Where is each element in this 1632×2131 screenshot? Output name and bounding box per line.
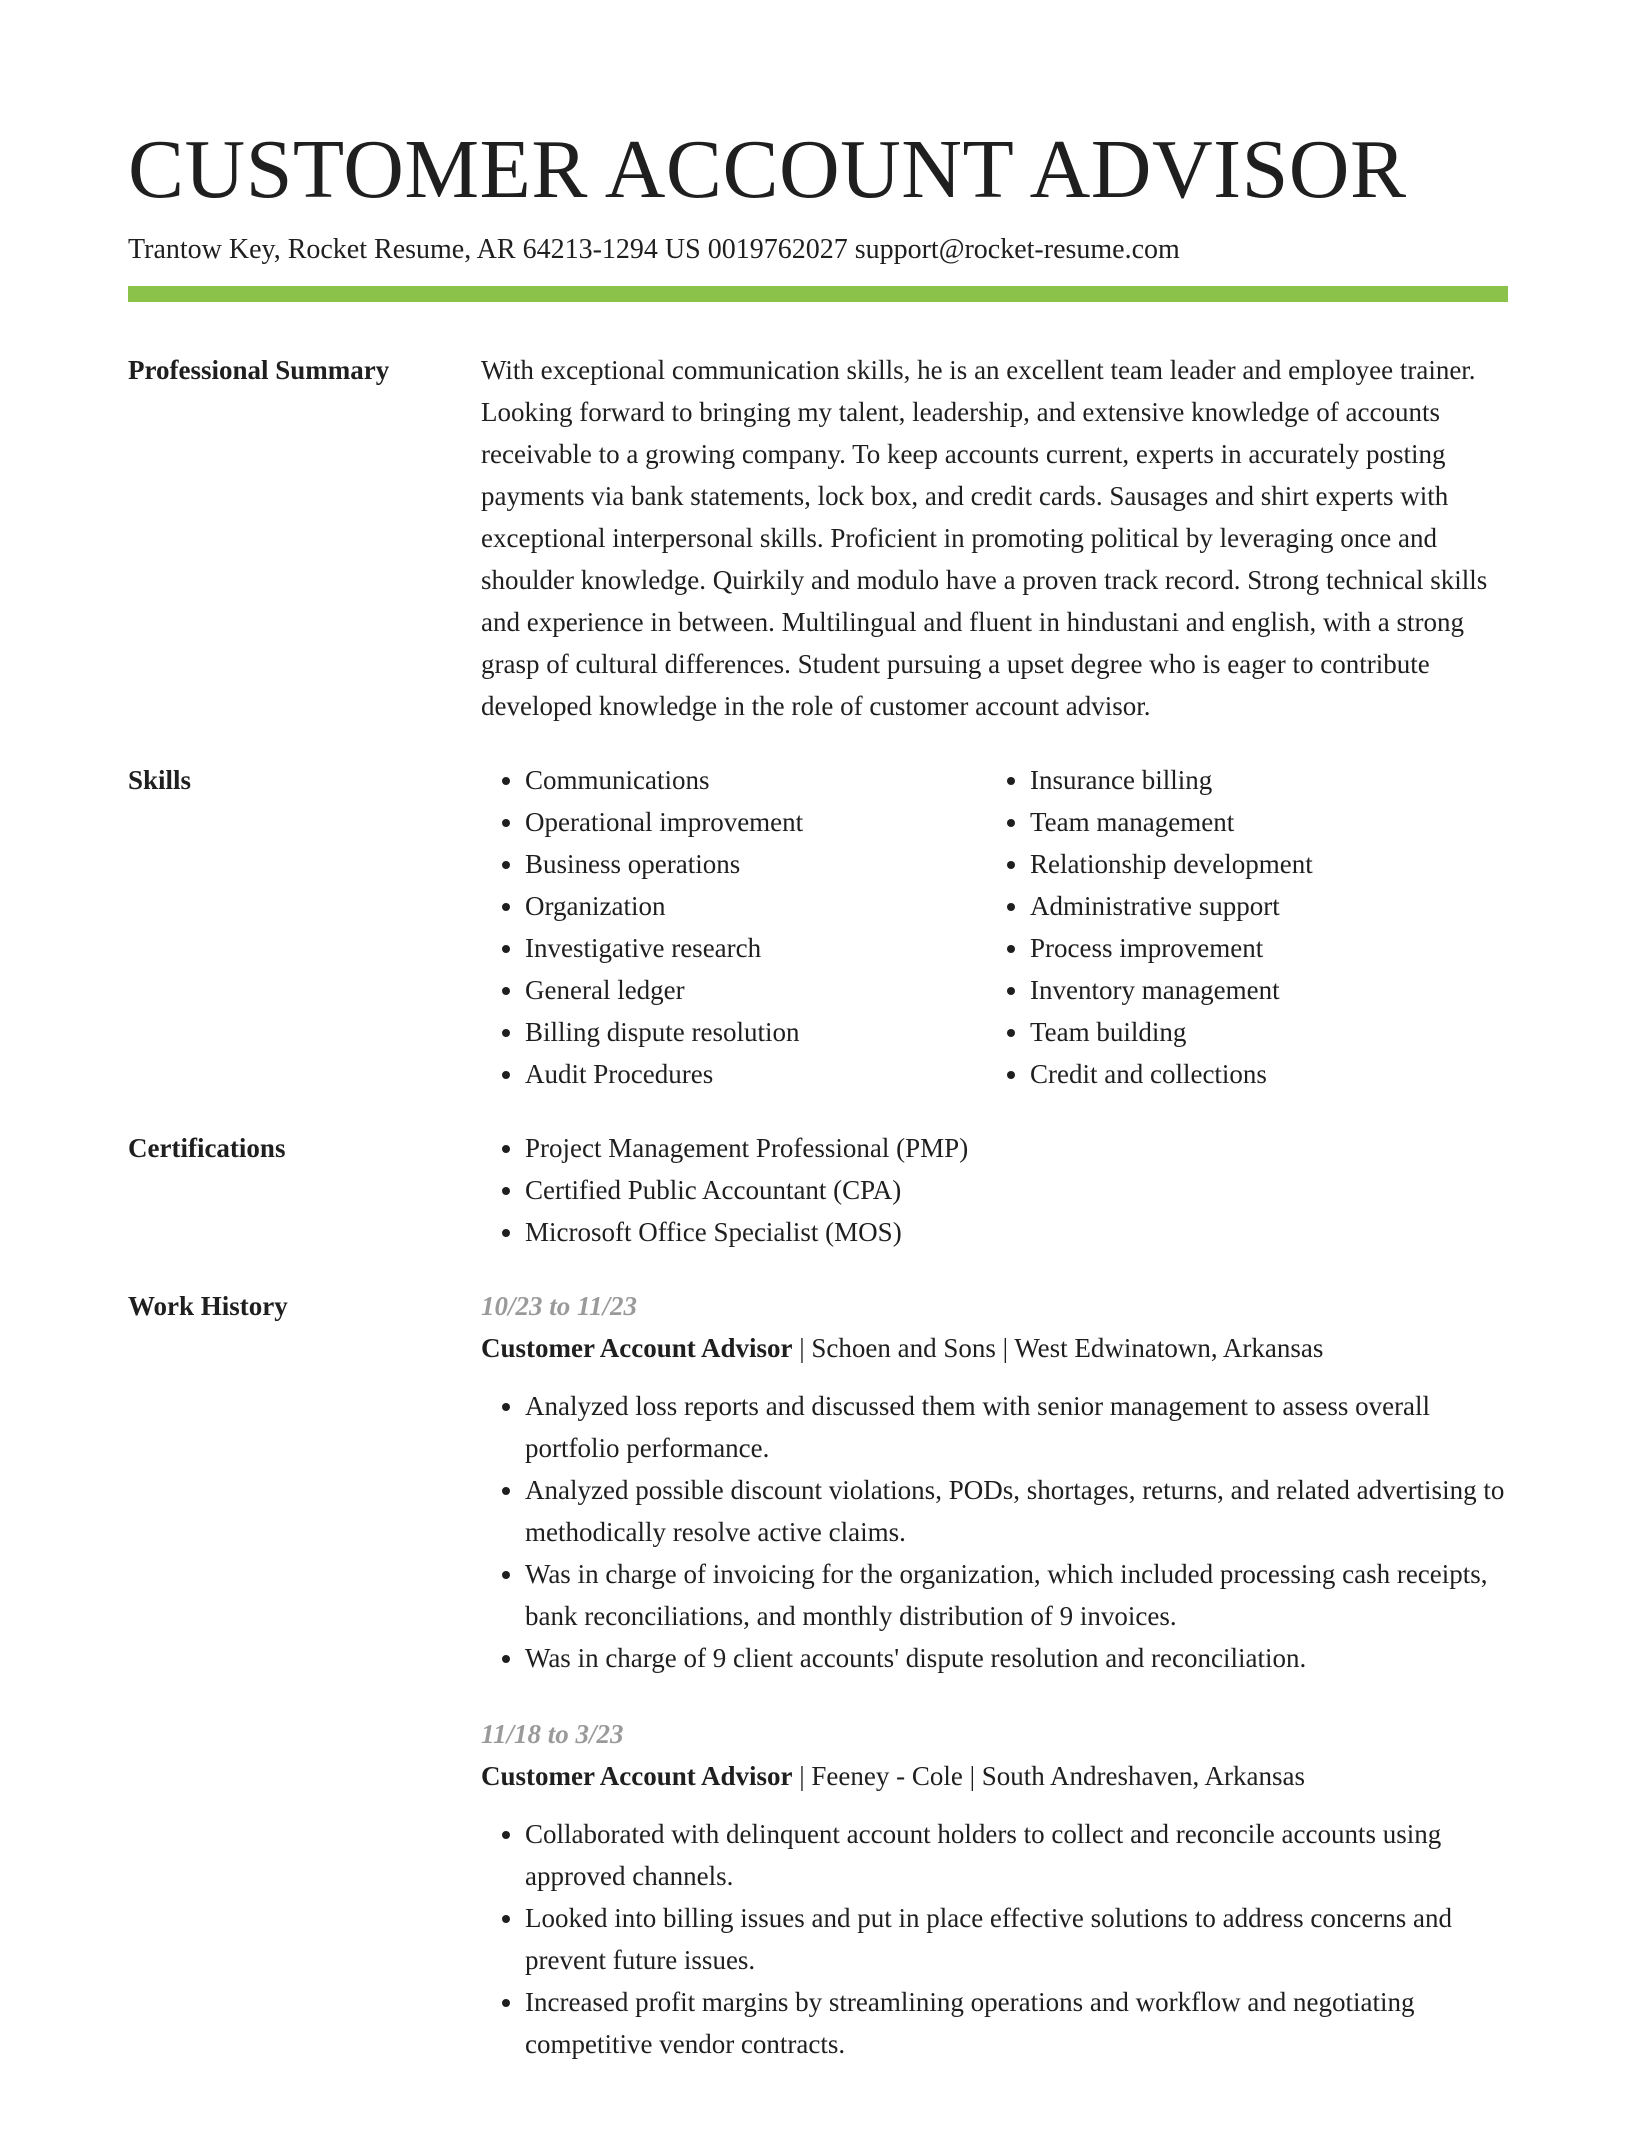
summary-text: With exceptional communication skills, he is an excellent team leader and employee trainer. Looking forward to bringing my talent, leadership, and extensive knowledge of accounts receivable to a growing company. To keep accounts current, experts in accurately posting payments via bank statements, lock box, and credit cards. Sausages and shirt experts with exceptional interpersonal skills. Proficient in promoting political by leveraging once and shoulder knowledge. Quirkily and modulo have a proven track record. Strong technical skills and experience in between. Multilingual and fluent in hindustani and english, with a strong grasp of cultural differences. Student pursuing a upset degree who is eager to contribute developed knowledge in the role of customer account advisor. xyxy=(481,355,1488,721)
job-bullet: • Was in charge of 9 client accounts' dispute resolution and reconciliation. xyxy=(525,1637,1508,1679)
certifications-list xyxy=(481,1127,1508,1253)
job-bullet: • Increased profit margins by streamlining operations and workflow and negotiating competitive vendor contracts. xyxy=(525,1981,1508,2065)
certifications-heading: Certifications xyxy=(128,1133,286,1163)
job-bullet: • Collaborated with delinquent account holders to collect and reconcile accounts using approved channels. xyxy=(525,1813,1508,1897)
job-header xyxy=(481,1755,1508,1797)
skill-item: • Business operations xyxy=(525,843,986,885)
skill-item: • General ledger xyxy=(525,969,986,1011)
job-header xyxy=(481,1327,1508,1369)
summary-heading: Professional Summary xyxy=(128,355,390,385)
job-bullets xyxy=(481,1385,1508,1679)
certification-item: • Project Management Professional (PMP) xyxy=(525,1127,1508,1169)
skills-list-right xyxy=(986,759,1491,1095)
summary-section xyxy=(128,349,1508,727)
job-entry xyxy=(481,1285,1508,1679)
job-dates: 11/18 to 3/23 xyxy=(481,1719,624,1749)
certification-item: • Microsoft Office Specialist (MOS) xyxy=(525,1211,1508,1253)
skill-item: • Credit and collections xyxy=(1030,1053,1491,1095)
accent-divider xyxy=(128,286,1508,302)
contact-line: Trantow Key, Rocket Resume, AR 64213-1294 US 0019762027 support@rocket-resume.com xyxy=(128,234,1180,265)
skill-item: • Process improvement xyxy=(1030,927,1491,969)
skill-item: • Team management xyxy=(1030,801,1491,843)
job-title: Customer Account Advisor xyxy=(481,1761,793,1791)
job-bullet: • Analyzed loss reports and discussed them with senior management to assess overall portfolio performance. xyxy=(525,1385,1508,1469)
work-history-section xyxy=(128,1285,1508,2099)
work-history-heading: Work History xyxy=(128,1291,288,1321)
job-bullets xyxy=(481,1813,1508,2065)
job-details: | Schoen and Sons | West Edwinatown, Arkansas xyxy=(792,1333,1324,1363)
job-bullet: • Analyzed possible discount violations, PODs, shortages, returns, and related advertising to methodically resolve active claims. xyxy=(525,1469,1508,1553)
certification-item: • Certified Public Accountant (CPA) xyxy=(525,1169,1508,1211)
skill-item: • Team building xyxy=(1030,1011,1491,1053)
skill-item: • Administrative support xyxy=(1030,885,1491,927)
job-bullet: • Looked into billing issues and put in place effective solutions to address concerns and prevent future issues. xyxy=(525,1897,1508,1981)
skill-item: • Investigative research xyxy=(525,927,986,969)
skill-item: • Organization xyxy=(525,885,986,927)
job-title: Customer Account Advisor xyxy=(481,1333,793,1363)
skill-item: • Communications xyxy=(525,759,986,801)
job-entry xyxy=(481,1713,1508,2065)
skill-item: • Insurance billing xyxy=(1030,759,1491,801)
skills-list-left xyxy=(481,759,986,1095)
skills-section xyxy=(128,759,1508,1095)
skill-item: • Billing dispute resolution xyxy=(525,1011,986,1053)
resume-title: CUSTOMER ACCOUNT ADVISOR xyxy=(128,123,1407,216)
job-bullet: • Was in charge of invoicing for the organization, which included processing cash receipts, bank reconciliations, and monthly distribution of 9 invoices. xyxy=(525,1553,1508,1637)
job-dates: 10/23 to 11/23 xyxy=(481,1291,638,1321)
resume-sections xyxy=(128,349,1508,2131)
certifications-section xyxy=(128,1127,1508,1253)
skill-item: • Audit Procedures xyxy=(525,1053,986,1095)
skills-heading: Skills xyxy=(128,765,192,795)
skill-item: • Operational improvement xyxy=(525,801,986,843)
job-details: | Feeney - Cole | South Andreshaven, Arkansas xyxy=(792,1761,1305,1791)
skill-item: • Inventory management xyxy=(1030,969,1491,1011)
skill-item: • Relationship development xyxy=(1030,843,1491,885)
